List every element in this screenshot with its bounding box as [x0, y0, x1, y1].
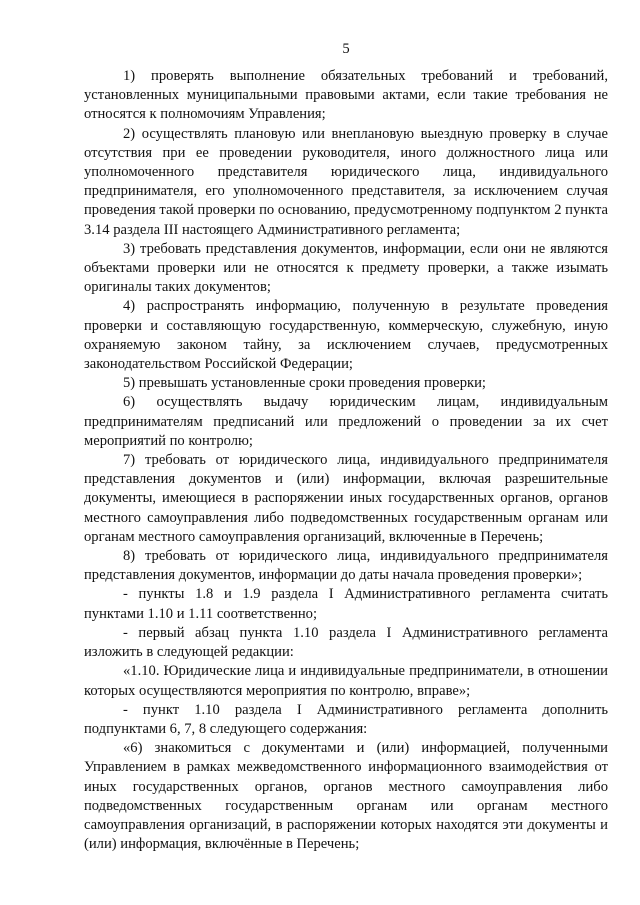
paragraph: «1.10. Юридические лица и индивидуальные предприниматели, в отношении которых осуществляются мероприятия по контролю, вправе»; — [84, 663, 608, 699]
paragraph: 4) распространять информацию, полученную в результате проведения проверки и составляющую государственную, коммерческую, служебную, иную охраняемую законом тайну, за исключением случаев, предусмотренных законодательством Российской Федерации; — [84, 298, 608, 373]
paragraph: 1) проверять выполнение обязательных требований и требований, установленных муниципальными правовыми актами, если такие требования не относятся к полномочиям Управления; — [84, 68, 608, 123]
paragraph: 2) осуществлять плановую или внеплановую выездную проверку в случае отсутствия при ее проведении руководителя, иного должностного лица или уполномоченного представителя юридического лица, индивидуального предпринимателя, его уполномоченного представителя, за исключением случая проведения такой проверки по основанию, предусмотренному подпунктом 2 пункта 3.14 раздела III настоящего Административного регламента; — [84, 125, 608, 238]
paragraph: 3) требовать представления документов, информации, если они не являются объектами проверки или не относятся к предмету проверки, а также изымать оригиналы таких документов; — [84, 240, 608, 296]
paragraph: 5) превышать установленные сроки проведения проверки; — [123, 375, 486, 392]
paragraph: «6) знакомиться с документами и (или) информацией, полученными Управлением в рамках межведомственного информационного взаимодействия от иных государственных органов, органов местного самоуправления либо подведомственных государственным органам или органам местного самоуправления организаций, в распоряжении которых находятся эти документы и (или) информация, включённые в Перечень; — [84, 740, 608, 853]
document-page — [84, 40, 608, 854]
paragraph: 8) требовать от юридического лица, индивидуального предпринимателя представления документов, информации до даты начала проведения проверки»; — [84, 548, 608, 584]
paragraph: - пункт 1.10 раздела I Административного регламента дополнить подпунктами 6, 7, 8 следующего содержания: — [84, 701, 608, 737]
paragraph: 7) требовать от юридического лица, индивидуального предпринимателя представления документов и (или) информации, включая разрешительные документы, имеющиеся в распоряжении иных государственных органов, органов местного самоуправления либо подведомственных государственным органам или органам местного самоуправления организаций, включенные в Перечень; — [84, 452, 608, 545]
paragraph: 6) осуществлять выдачу юридическим лицам, индивидуальным предпринимателям предписаний или предложений о проведении за их счет мероприятий по контролю; — [84, 394, 608, 449]
paragraph: - пункты 1.8 и 1.9 раздела I Административного регламента считать пунктами 1.10 и 1.11 соответственно; — [84, 586, 608, 622]
page-number: 5 — [342, 41, 350, 57]
paragraph: - первый абзац пункта 1.10 раздела I Административного регламента изложить в следующей редакции: — [84, 624, 608, 661]
